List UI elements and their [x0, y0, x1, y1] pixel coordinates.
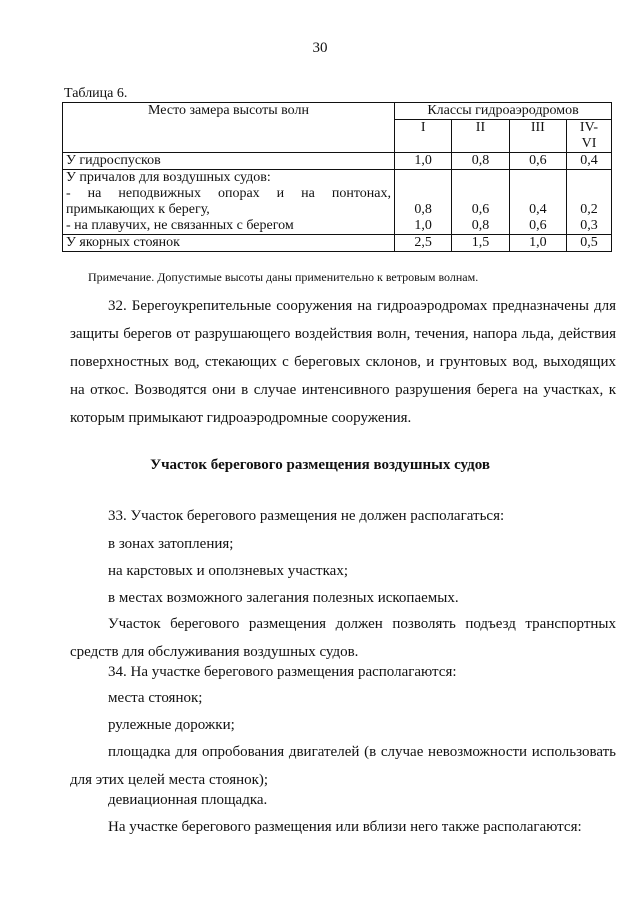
wave-height-table [62, 102, 612, 252]
cell: 1,5 [452, 235, 509, 252]
paragraph-32: 32. Берегоукрепительные сооружения на гидроаэродромах предназначены для защиты берегов от разрушающего воздействия волн, течения, напора льда, действия поверхностных вод, стекающих с береговых склонов, и грунтовых вод, выходящих на откос. Возводятся они в случае интенсивного разрушения берега на участках, к которым примыкают гидроаэродромные сооружения. [70, 298, 616, 426]
cell [509, 170, 566, 235]
cell: 1,0 [509, 235, 566, 252]
paragraph-33b: Участок берегового размещения должен позволять подъезд транспортных средств для обслуживания воздушных судов. [70, 616, 616, 660]
table-row [63, 235, 612, 252]
moorings-title: У причалов для воздушных судов: [66, 170, 271, 185]
class-col-3: III [509, 120, 566, 153]
cell: 2,5 [395, 235, 452, 252]
list-item: рулежные дорожки; [108, 717, 235, 733]
header-place: Место замера высоты волн [63, 103, 395, 153]
section-heading: Участок берегового размещения воздушных судов [150, 457, 490, 473]
cell: 0,8 [452, 153, 509, 170]
header-classes: Классы гидроаэродромов [395, 103, 612, 120]
paragraph-final: На участке берегового размещения или вблизи него также располагаются: [108, 819, 582, 835]
cell [567, 170, 612, 235]
cell: 0,4 [567, 153, 612, 170]
moorings-floating: - на плавучих, не связанных с берегом [66, 218, 294, 233]
cell-floating: 1,0 [414, 218, 432, 233]
cell [395, 170, 452, 235]
table-header-row [63, 103, 612, 120]
cell-fixed: 0,6 [471, 202, 490, 217]
cell-floating: 0,3 [580, 218, 598, 233]
paragraph-34-item3: площадка для опробования двигателей (в случае невозможности использовать для этих целей места стоянок); [70, 744, 616, 788]
class-col-1: I [395, 120, 452, 153]
class-col-2: II [452, 120, 509, 153]
cell-fixed: 0,4 [529, 202, 547, 217]
cell-floating: 0,8 [471, 218, 490, 233]
cell: 1,0 [395, 153, 452, 170]
moorings-fixed-line2: примыкающих к берегу, [66, 202, 210, 217]
table-row [63, 170, 612, 235]
list-item: места стоянок; [108, 690, 203, 706]
cell [452, 170, 509, 235]
paragraph-33: 33. Участок берегового размещения не должен располагаться: [108, 508, 505, 524]
row-label-anchorages: У якорных стоянок [63, 235, 395, 252]
table-note: Примечание. Допустимые высоты даны применительно к ветровым волнам. [88, 270, 479, 284]
row-label-moorings [63, 170, 395, 235]
table-caption: Таблица 6. [64, 86, 128, 101]
cell-fixed: 0,2 [580, 202, 598, 217]
cell-floating: 0,6 [529, 218, 547, 233]
list-item: в зонах затопления; [108, 536, 234, 552]
cell: 0,6 [509, 153, 566, 170]
table-row [63, 153, 612, 170]
class-col-4-label: IV-VI [579, 120, 599, 151]
cell-fixed: 0,8 [414, 202, 432, 217]
cell: 0,5 [567, 235, 612, 252]
moorings-fixed-line1: - на неподвижных опорах и на понтонах, [66, 186, 391, 201]
list-item: в местах возможного залегания полезных ископаемых. [108, 590, 459, 606]
list-item: девиационная площадка. [108, 792, 268, 808]
row-label-slipways: У гидроспусков [63, 153, 395, 170]
list-item: на карстовых и оползневых участках; [108, 563, 348, 579]
paragraph-34: 34. На участке берегового размещения располагаются: [108, 664, 457, 680]
page-number: 30 [312, 40, 328, 56]
class-col-4 [567, 120, 612, 153]
